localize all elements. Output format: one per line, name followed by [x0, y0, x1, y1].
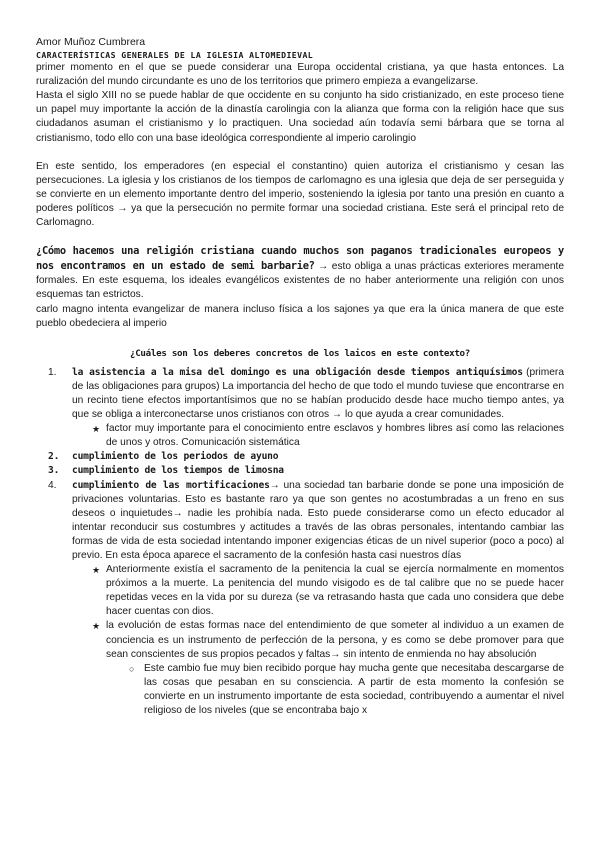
star-bullet-text: la evolución de estas formas nace del entendimiento de que someter al individuo a un examen de conciencia es un instrumento de perfección de la persona, y es como se debe promover para que sean conscientes de sus propios pecados y faltas→ sin intento de enmienda no hay absolución [106, 620, 564, 660]
list-number: 4. [48, 479, 57, 491]
star-icon: ★ [92, 621, 101, 632]
star-bullet [36, 619, 564, 661]
spacer [36, 230, 564, 244]
star-bullet [36, 563, 564, 619]
list-item [36, 464, 564, 478]
list-number: 3. [48, 465, 60, 477]
spacer [36, 146, 564, 160]
list-number: 2. [48, 451, 60, 463]
list-item-lead: cumplimiento de los periodos de ayuno [72, 451, 279, 463]
star-bullet-text: Anteriormente existía el sacramento de la penitencia la cual se ejercía normalmente en momentos próximos a la muerte. La penitencia del mundo visigodo es de tal calibre que no se puede hacer repetidas veces en la vida por su dureza (se va retrasando hasta que cada uno considera que debe hacer cuentas con dios. [106, 564, 564, 618]
list-item [36, 366, 564, 422]
intro-paragraph-3: En este sentido, los emperadores (en especial el constantino) quien autoriza el cristianismo y cesan las persecuciones. La iglesia y los cristianos de los tiempos de carlomagno es una iglesia que deja de ser perseguida y se convierte en un elemento importante dentro del imperio, sosteniendo la iglesia por tanto una presión en cuanto a poderes políticos → ya que la persecución no permite formar una sociedad cristiana. Este será el principal reto de Carlomagno. [36, 160, 564, 229]
star-bullet [36, 422, 564, 450]
circle-bullet-text: Este cambio fue muy bien recibido porque hay mucha gente que necesitaba descargarse de las cosas que pesaban en su consciencia. A partir de esta momento la confesión se convierte en un instrumento importante de esta sociedad, contribuyendo a aumentar el nivel religioso de los niveles (que se encontraba bajo x [144, 662, 564, 717]
list-item-text: → una sociedad tan barbarie donde se pone una imposición de privaciones voluntarias. Esto es bastante raro ya que son gentes no acostumbradas a un freno en sus deseos o inquietudes→ nadie les prohibía nada. Esto puede considerarse como un efecto educador al intentar reconducir sus costumbres y actitudes a través de las obras personales, intentando cambiar las formas de vida de esta sociedad intentando imponer exigencias éticas de un nivel superior (poco a poco) al previo. En esta época aparece el sacramento de la confesión hasta casi nuestros días [72, 479, 564, 561]
list-item-text: (primera de las obligaciones para grupos) La importancia del hecho de que todo el mundo tuviese que encontrarse en un recinto tiene efectos importantísimos que no se habían producido desde hace mucho tiempo antes, ya que se obliga a interconectarse unos cristianos con otros → lo que ayuda a crear comunidades. [72, 366, 564, 421]
section-answer: → esto obliga a unas prácticas exteriores meramente formales. En este esquema, los ideales evangélicos existentes de no haber anteriormente una religión con unos esquemas tan estrictos. [36, 261, 564, 301]
section-question: ¿Cómo hacemos una religión cristiana cuando muchos son paganos tradicionales europeos y nos encontramos en un estado de semi barbarie? [36, 245, 564, 273]
list-item-lead: la asistencia a la misa del domingo es una obligación desde tiempos antiquísimos [72, 366, 523, 378]
star-icon: ★ [92, 565, 101, 576]
list-item-lead: cumplimiento de las mortificaciones [72, 479, 270, 491]
circle-icon: ○ [129, 663, 135, 674]
list-number: 1. [48, 366, 57, 378]
intro-paragraph-2: Hasta el siglo XIII no se puede hablar de que occidente en su conjunto ha sido cristianizado, en este proceso tiene un papel muy importante la acción de la dinastía carolingia con la alianza que forma con la religión hace que sus ciudadanos asuman el cristianismo y lo practiquen. Una sociedad aún todavía semi bárbara que se torna al cristianismo, todo ello con una base ideológica correspondiente al imperio carolingio [36, 90, 564, 144]
document-page [36, 35, 564, 718]
author-name: Amor Muñoz Cumbrera [36, 36, 146, 48]
intro-paragraph-1: primer momento en el que se puede considerar una Europa occidental cristiana, ya que hasta entonces. La ruralización del mundo circundante es uno de los territorios que primero empieza a evangelizarse. [36, 62, 564, 88]
document-title: CARACTERÍSTICAS GENERALES DE LA IGLESIA ALTOMEDIEVAL [36, 50, 314, 61]
star-icon: ★ [92, 424, 101, 435]
circle-bullet [36, 662, 564, 718]
duties-list [36, 366, 564, 718]
list-item-lead: cumplimiento de los tiempos de limosna [72, 465, 284, 477]
section-paragraph [36, 244, 564, 302]
list-item [36, 479, 564, 564]
star-bullet-text: factor muy importante para el conocimiento entre esclavos y hombres libres así como las relaciones de unos y otros. Comunicación sistemática [106, 423, 564, 449]
list-item [36, 450, 564, 464]
section-paragraph-2: carlo magno intenta evangelizar de manera incluso física a los sajones ya que era la única manera de que este pueblo obedeciera al imperio [36, 303, 564, 329]
subheading: ¿Cuáles son los deberes concretos de los laicos en este contexto? [129, 347, 471, 359]
